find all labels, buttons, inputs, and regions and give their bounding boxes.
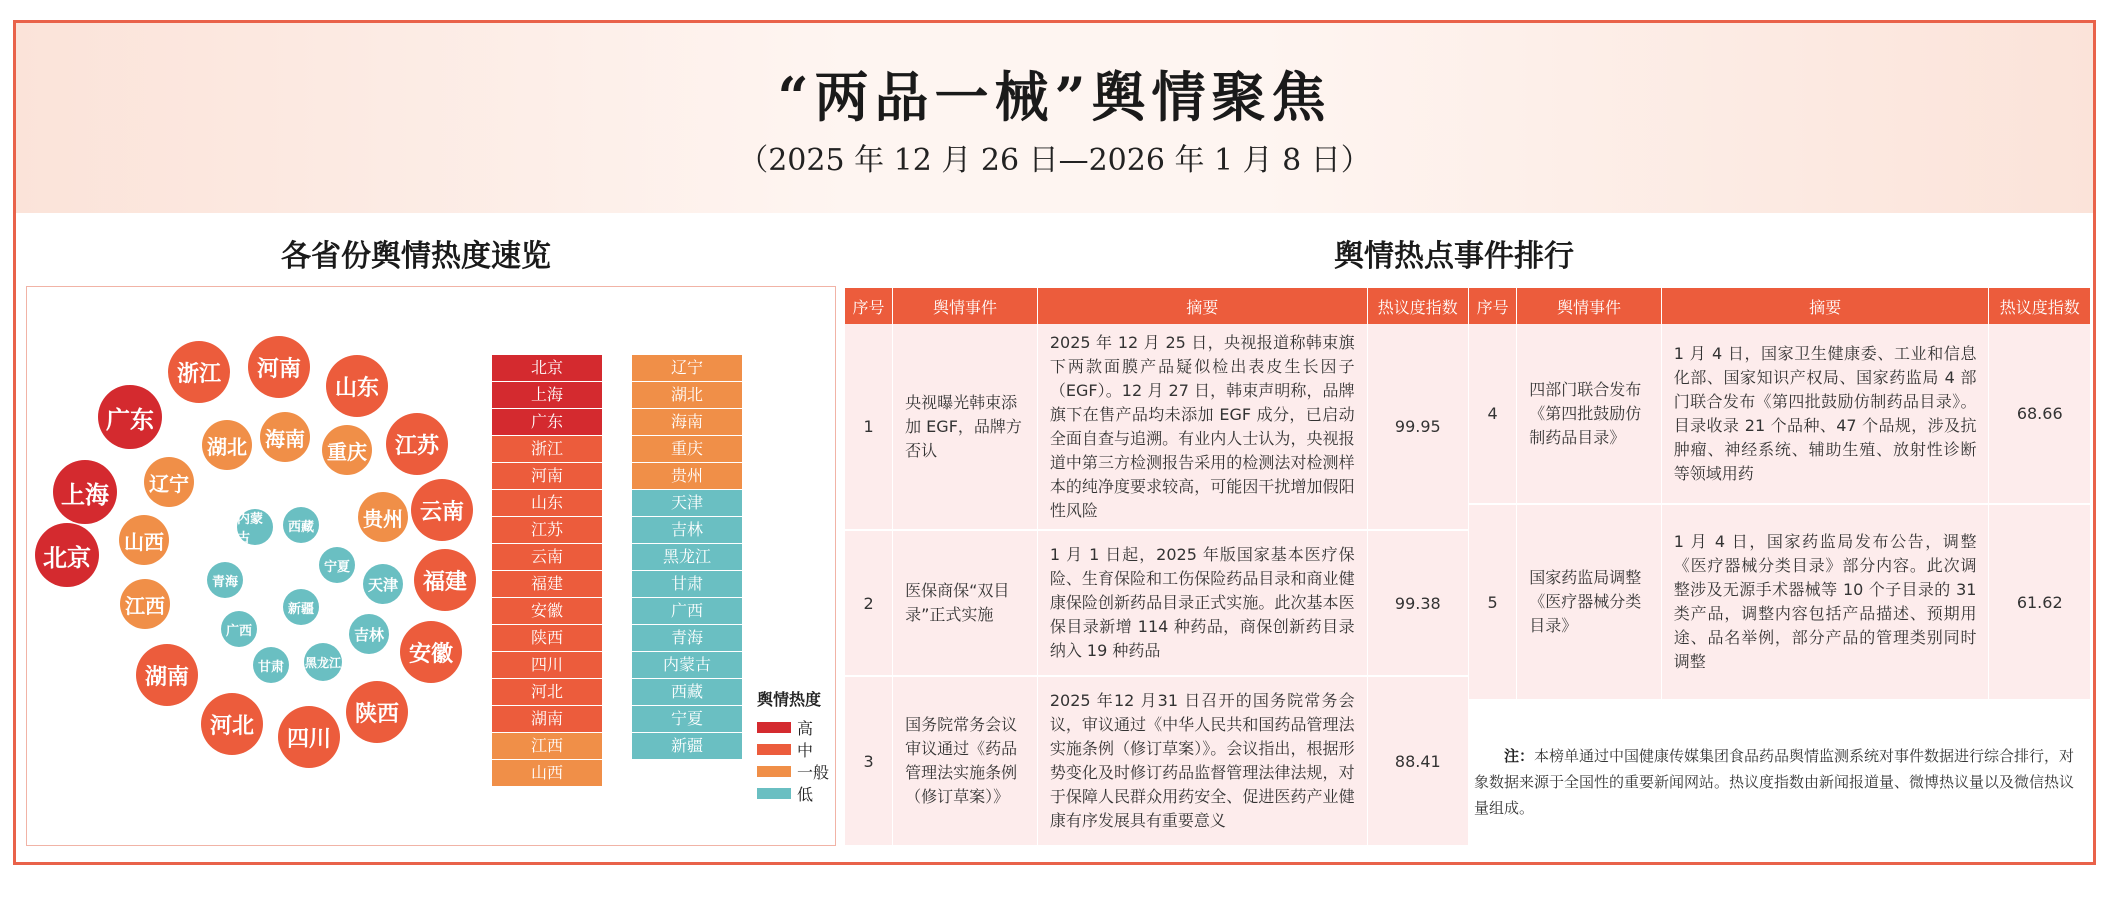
province-bubble: 河南 (248, 336, 310, 398)
province-bubble: 广东 (98, 385, 162, 449)
province-bubble: 西藏 (283, 507, 319, 543)
province-list-item: 天津 (632, 490, 742, 516)
province-list-item: 辽宁 (632, 355, 742, 381)
legend-label: 高 (797, 718, 814, 738)
row-no: 2 (845, 530, 893, 676)
province-list-item: 福建 (492, 571, 602, 597)
province-bubble: 广西 (221, 611, 257, 647)
page-title: “两品一械”舆情聚焦 (777, 65, 1332, 129)
province-list-item: 广东 (492, 409, 602, 435)
province-list-item: 新疆 (632, 733, 742, 759)
row-summary: 1 月 4 日，国家药监局发布公告，调整《医疗器械分类目录》部分内容。此次调整涉及无源手术器械等 10 个子目录的 31 类产品，调整内容包括产品描述、预期用途、品名举例，部分产品的管理类别同时调整 (1661, 504, 1989, 700)
row-event: 央视曝光韩束添加 EGF，品牌方否认 (893, 324, 1038, 530)
province-list-item: 四川 (492, 652, 602, 678)
province-list-item: 重庆 (632, 436, 742, 462)
province-list-item: 北京 (492, 355, 602, 381)
province-list-item: 浙江 (492, 436, 602, 462)
province-list-item: 西藏 (632, 679, 742, 705)
province-list-item: 云南 (492, 544, 602, 570)
province-list-item: 河北 (492, 679, 602, 705)
province-list-item: 吉林 (632, 517, 742, 543)
province-list-item: 山西 (492, 760, 602, 786)
row-no: 4 (1469, 324, 1517, 504)
col-header-event: 舆情事件 (1517, 288, 1662, 324)
province-list-col2 (632, 355, 742, 760)
province-list-item: 青海 (632, 625, 742, 651)
province-bubble: 重庆 (322, 425, 372, 475)
province-list-item: 湖北 (632, 382, 742, 408)
province-bubble: 青海 (207, 562, 243, 598)
col-header-no: 序号 (845, 288, 893, 324)
province-bubble: 河北 (201, 693, 263, 755)
row-event: 医保商保“双目录”正式实施 (893, 530, 1038, 676)
col-header-index: 热议度指数 (1367, 288, 1468, 324)
province-list-item: 安徽 (492, 598, 602, 624)
province-bubble: 辽宁 (144, 457, 194, 507)
province-list-item: 江西 (492, 733, 602, 759)
row-no: 1 (845, 324, 893, 530)
province-list-item: 贵州 (632, 463, 742, 489)
heat-legend-title: 舆情热度 (757, 690, 822, 709)
legend-swatch-low (757, 788, 791, 799)
footnote-label: 注： (1504, 747, 1535, 765)
province-bubble: 安徽 (400, 621, 462, 683)
col-header-event: 舆情事件 (893, 288, 1038, 324)
province-bubble: 陕西 (346, 681, 408, 743)
table-row (845, 530, 1469, 676)
header-banner (16, 23, 2093, 213)
legend-label: 中 (797, 740, 814, 760)
col-header-summary: 摘要 (1037, 288, 1367, 324)
heat-legend (757, 687, 829, 804)
province-bubble: 天津 (363, 564, 403, 604)
row-event: 国务院常务会议审议通过《药品管理法实施条例（修订草案）》 (893, 676, 1038, 846)
province-list-item: 内蒙古 (632, 652, 742, 678)
date-range: （2025 年 12 月 26 日—2026 年 1 月 8 日） (738, 143, 1371, 178)
province-list-item: 湖南 (492, 706, 602, 732)
province-bubble: 内蒙古 (237, 509, 273, 545)
table-row (845, 324, 1469, 530)
province-list-item: 山东 (492, 490, 602, 516)
row-no: 5 (1469, 504, 1517, 700)
province-bubble: 山西 (119, 515, 169, 565)
row-summary: 2025 年12 月31 日召开的国务院常务会议，审议通过《中华人民共和国药品管理法实施条例（修订草案）》。会议指出，根据形势变化及时修订药品监督管理法律法规，对于保障人民群众用药安全、促进医药产业健康有序发展具有重要意义 (1037, 676, 1367, 846)
province-list-item: 黑龙江 (632, 544, 742, 570)
province-bubble: 黑龙江 (304, 643, 342, 681)
row-event: 国家药监局调整《医疗器械分类目录》 (1517, 504, 1662, 700)
row-index: 61.62 (1989, 504, 2091, 700)
province-list-item: 江苏 (492, 517, 602, 543)
province-bubble: 贵州 (358, 492, 408, 542)
province-bubble: 湖南 (136, 644, 198, 706)
province-bubble: 浙江 (168, 341, 230, 403)
footnote (1474, 743, 2086, 821)
row-index: 99.38 (1367, 530, 1468, 676)
row-event: 四部门联合发布《第四批鼓励仿制药品目录》 (1517, 324, 1662, 504)
province-list-item: 甘肃 (632, 571, 742, 597)
row-summary: 2025 年 12 月 25 日，央视报道称韩束旗下两款面膜产品疑似检出表皮生长因子（EGF）。12 月 27 日，韩束声明称，品牌旗下在售产品均未添加 EGF 成分，已启动全面自查与追溯。有业内人士认为，央视报道中第三方检测报告采用的检测法对检测样本的纯净度要求较高，可能因干扰增加假阳性风险 (1037, 324, 1367, 530)
province-bubble: 北京 (35, 523, 99, 587)
table-row (845, 676, 1469, 846)
footnote-text: 本榜单通过中国健康传媒集团食品药品舆情监测系统对事件数据进行综合排行，对象数据来源于全国性的重要新闻网站。热议度指数由新闻报道量、微博热议量以及微信热议量组成。 (1474, 747, 2075, 817)
province-list-item: 上海 (492, 382, 602, 408)
legend-label: 低 (797, 784, 814, 804)
province-bubble: 新疆 (283, 589, 319, 625)
poster-frame (13, 20, 2096, 865)
province-bubble: 甘肃 (253, 647, 289, 683)
table-row (1469, 504, 2091, 700)
row-no: 3 (845, 676, 893, 846)
province-bubble: 福建 (414, 549, 476, 611)
row-index: 99.95 (1367, 324, 1468, 530)
province-list-item: 宁夏 (632, 706, 742, 732)
col-header-no: 序号 (1469, 288, 1517, 324)
province-list-item: 陕西 (492, 625, 602, 651)
province-bubble: 湖北 (202, 420, 252, 470)
legend-swatch-mid (757, 744, 791, 755)
province-bubble: 江西 (120, 579, 170, 629)
province-bubble: 吉林 (349, 614, 389, 654)
left-section-title: 各省份舆情热度速览 (281, 239, 551, 274)
legend-label: 一般 (797, 762, 830, 782)
hot-events-table-left (845, 288, 1469, 847)
table-row (1469, 324, 2091, 504)
province-bubble: 宁夏 (319, 547, 355, 583)
province-bubble: 云南 (411, 479, 473, 541)
legend-swatch-general (757, 766, 791, 777)
province-list-item: 广西 (632, 598, 742, 624)
right-section-title: 舆情热点事件排行 (1334, 239, 1574, 274)
province-list-item: 海南 (632, 409, 742, 435)
col-header-index: 热议度指数 (1989, 288, 2091, 324)
province-bubble: 四川 (278, 706, 340, 768)
row-summary: 1 月 1 日起，2025 年版国家基本医疗保险、生育保险和工伤保险药品目录和商业健康保险创新药品目录正式实施。此次基本医保目录新增 114 种药品，商保创新药目录纳入 19 种药品 (1037, 530, 1367, 676)
legend-swatch-high (757, 722, 791, 733)
province-bubble: 上海 (53, 460, 117, 524)
province-bubble: 江苏 (386, 413, 448, 475)
col-header-summary: 摘要 (1661, 288, 1989, 324)
hot-events-table-right (1469, 288, 2091, 701)
province-list-col1 (492, 355, 602, 787)
province-list-item: 河南 (492, 463, 602, 489)
province-heat-panel (26, 286, 836, 846)
province-bubble: 山东 (326, 355, 388, 417)
row-index: 68.66 (1989, 324, 2091, 504)
row-summary: 1 月 4 日，国家卫生健康委、工业和信息化部、国家知识产权局、国家药监局 4 部门联合发布《第四批鼓励仿制药品目录》。目录收录 21 个品种、47 个品规，涉及抗肿瘤、神经系统、辅助生殖、放射性诊断等领域用药 (1661, 324, 1989, 504)
row-index: 88.41 (1367, 676, 1468, 846)
province-bubble: 海南 (260, 412, 310, 462)
